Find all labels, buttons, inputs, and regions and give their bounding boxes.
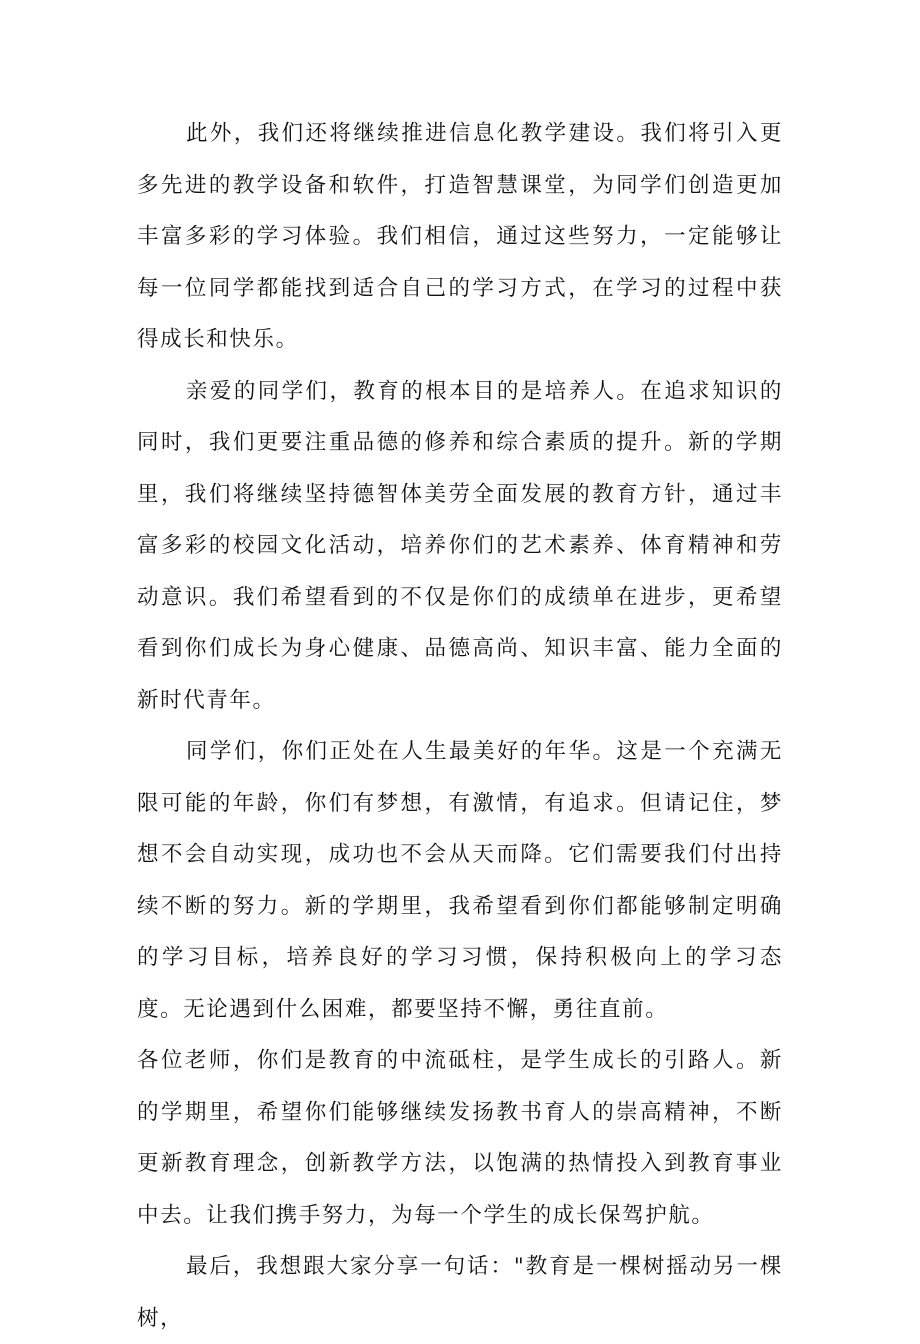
paragraph-closing-quote: 最后，我想跟大家分享一句话："教育是一棵树摇动另一棵树， xyxy=(137,1254,783,1331)
document-body xyxy=(137,108,783,1344)
paragraph-moral-education: 亲爱的同学们，教育的根本目的是培养人。在追求知识的同时，我们更要注重品德的修养和综合素质的提升。新的学期里，我们将继续坚持德智体美劳全面发展的教育方针，通过丰富多彩的校园文化活动，培养你们的艺术素养、体育精神和劳动意识。我们希望看到的不仅是你们的成绩单在进步，更希望看到你们成长为身心健康、品德高尚、知识丰富、能力全面的新时代青年。 xyxy=(137,378,783,713)
paragraph-informatization: 此外，我们还将继续推进信息化教学建设。我们将引入更多先进的教学设备和软件，打造智慧课堂，为同学们创造更加丰富多彩的学习体验。我们相信，通过这些努力，一定能够让每一位同学都能找到适合自己的学习方式，在学习的过程中获得成长和快乐。 xyxy=(137,121,783,352)
paragraph-students-youth: 同学们，你们正处在人生最美好的年华。这是一个充满无限可能的年龄，你们有梦想，有激情，有追求。但请记住，梦想不会自动实现，成功也不会从天而降。它们需要我们付出持续不断的努力。新的学期里，我希望看到你们都能够制定明确的学习目标，培养良好的学习习惯，保持积极向上的学习态度。无论遇到什么困难，都要坚持不懈，勇往直前。 xyxy=(137,739,783,1022)
paragraph-teachers: 各位老师，你们是教育的中流砥柱，是学生成长的引路人。新的学期里，希望你们能够继续发扬教书育人的崇高精神，不断更新教育理念，创新教学方法，以饱满的热情投入到教育事业中去。让我们携手努力，为每一个学生的成长保驾护航。 xyxy=(137,1048,783,1228)
